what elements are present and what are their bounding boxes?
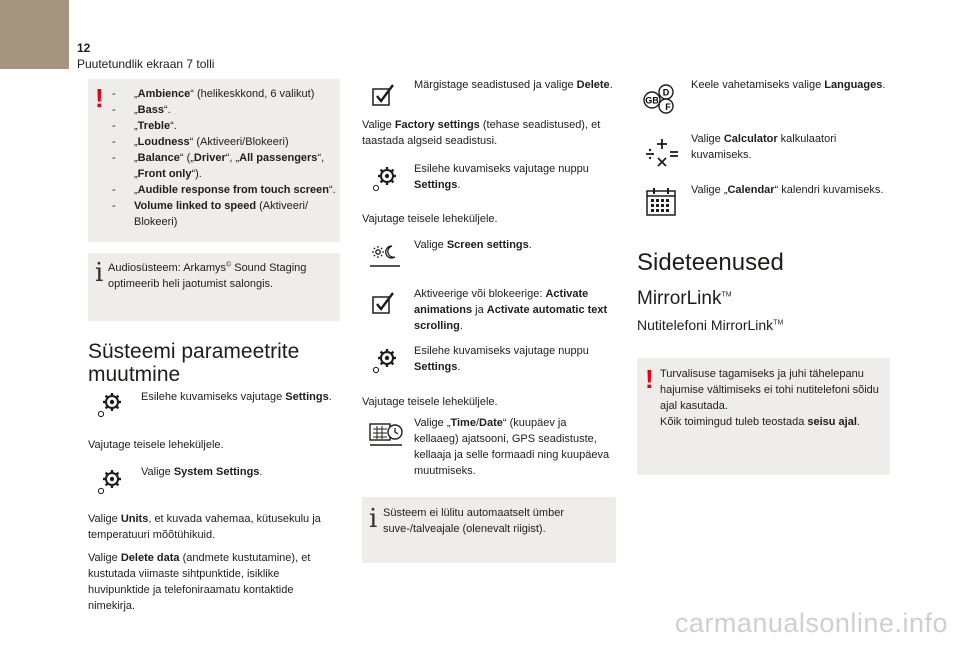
audio-setting-item	[112, 150, 336, 182]
step-screen-settings: Valige Screen settings.	[414, 239, 532, 251]
info-box-dst	[362, 497, 616, 563]
step-open-settings: Esilehe kuvamiseks vajutage Settings.	[141, 391, 332, 403]
screen-brightness-icon	[368, 240, 402, 270]
audio-setting-item	[112, 86, 336, 102]
audio-setting-item	[112, 118, 336, 134]
list-dash: -	[112, 200, 116, 212]
settings-gear-icon	[370, 344, 402, 376]
step-open-settings-2: Esilehe kuvamiseks vajutage nuppu Settings.	[414, 163, 589, 191]
audio-setting-item	[112, 102, 336, 118]
section-title-connected-services: Sideteenused	[637, 249, 784, 276]
watermark: carmanualsonline.info	[674, 608, 948, 638]
time-date-icon	[368, 420, 404, 448]
info-text-dst: Süsteem ei lülitu automaatselt ümber suve-/talveajale (olenevalt riigist).	[383, 507, 564, 535]
chapter-tab	[0, 0, 69, 69]
para-next-page-3: Vajutage teisele leheküljele.	[362, 396, 498, 408]
calculator-icon	[642, 136, 682, 168]
list-item-text: „Audible response from touch screen“.	[134, 184, 336, 196]
warning-box-audio	[88, 79, 340, 242]
subsubtitle-smartphone-mirrorlink: Nutitelefoni MirrorLink™	[637, 317, 784, 333]
para-next-page-2: Vajutage teisele leheküljele.	[362, 213, 498, 225]
section-title-system-settings: Süsteemi parameetrite muutmine	[88, 340, 300, 386]
list-dash: -	[112, 152, 116, 164]
info-icon: i	[369, 504, 378, 534]
list-dash: -	[112, 88, 116, 100]
audio-setting-item	[112, 134, 336, 150]
list-dash: -	[112, 120, 116, 132]
settings-gear-icon	[95, 388, 127, 420]
info-icon: i	[95, 258, 104, 288]
info-box-arkamys	[88, 253, 340, 321]
warning-icon: !	[95, 83, 104, 113]
list-dash: -	[112, 184, 116, 196]
audio-setting-item	[112, 182, 336, 198]
step-time-date: Valige „Time/Date“ (kuupäev ja kellaaeg) ajatsooni, GPS seadistuste, kellaaja ja selle formaadi ning kuupäeva muutmiseks.	[414, 417, 610, 477]
list-item-text: Volume linked to speed (Aktiveeri/ Blokeeri)	[134, 200, 309, 228]
step-calendar: Valige „Calendar“ kalendri kuvamiseks.	[691, 184, 884, 196]
settings-gear-icon	[95, 465, 127, 497]
checkbox-checked-icon	[370, 290, 396, 316]
list-item-text: „Ambience“ (helikeskkond, 6 valikut)	[134, 88, 315, 100]
list-item-text: „Balance“ („Driver“, „All passengers“, „Front only“).	[134, 152, 325, 180]
lang-label-gb: GB	[645, 95, 659, 106]
audio-setting-item	[112, 198, 336, 230]
audio-settings-list	[112, 86, 336, 230]
calendar-icon	[644, 186, 678, 218]
page-number: 12	[77, 41, 91, 55]
step-calculator: Valige Calculator kalkulaatori kuvamiseks.	[691, 133, 837, 161]
warning-icon: !	[645, 364, 654, 394]
para-units: Valige Units, et kuvada vahemaa, kütusekulu ja temperatuuri mõõtühikuid.	[88, 513, 321, 541]
para-next-page: Vajutage teisele leheküljele.	[88, 439, 224, 451]
languages-flags-icon	[640, 82, 680, 114]
settings-gear-icon	[370, 162, 402, 194]
list-dash: -	[112, 104, 116, 116]
step-languages: Keele vahetamiseks valige Languages.	[691, 79, 886, 91]
list-dash: -	[112, 136, 116, 148]
lang-label-f: F	[665, 102, 671, 112]
warning-box-smartphone	[637, 358, 890, 475]
step-open-settings-3: Esilehe kuvamiseks vajutage nuppu Settings.	[414, 345, 589, 373]
para-factory-settings: Valige Factory settings (tehase seadistused), et taastada algseid seadistusi.	[362, 119, 601, 147]
checkbox-checked-icon	[370, 82, 396, 108]
list-item-text: „Loudness“ (Aktiveeri/Blokeeri)	[134, 136, 289, 148]
subtitle-mirrorlink: MirrorLink™	[637, 288, 732, 309]
lang-label-d: D	[662, 87, 670, 98]
list-item-text: „Treble“.	[134, 120, 177, 132]
list-item-text: „Bass“.	[134, 104, 171, 116]
warning-text-smartphone: Turvalisuse tagamiseks ja juhi tähelepanu hajumise vältimiseks ei tohi nutitelefoni sõidu ajal kasutada. Kõik toimingud tuleb teostada seisu ajal.	[660, 368, 879, 428]
info-text: Audiosüsteem: Arkamys© Sound Staging optimeerib heli jaotumist salongis.	[108, 261, 307, 290]
step-activate-animations: Aktiveerige või blokeerige: Activate animations ja Activate automatic text scrolling.	[414, 288, 608, 332]
page-title: Puutetundlik ekraan 7 tolli	[77, 57, 215, 71]
step-system-settings: Valige System Settings.	[141, 466, 263, 478]
para-delete-data: Valige Delete data (andmete kustutamine), et kustutada viimaste sihtpunktide, isiklike huvipunktide ja telefoniraamatu kontaktide nimekirja.	[88, 552, 311, 612]
step-delete: Märgistage seadistused ja valige Delete.	[414, 79, 613, 91]
